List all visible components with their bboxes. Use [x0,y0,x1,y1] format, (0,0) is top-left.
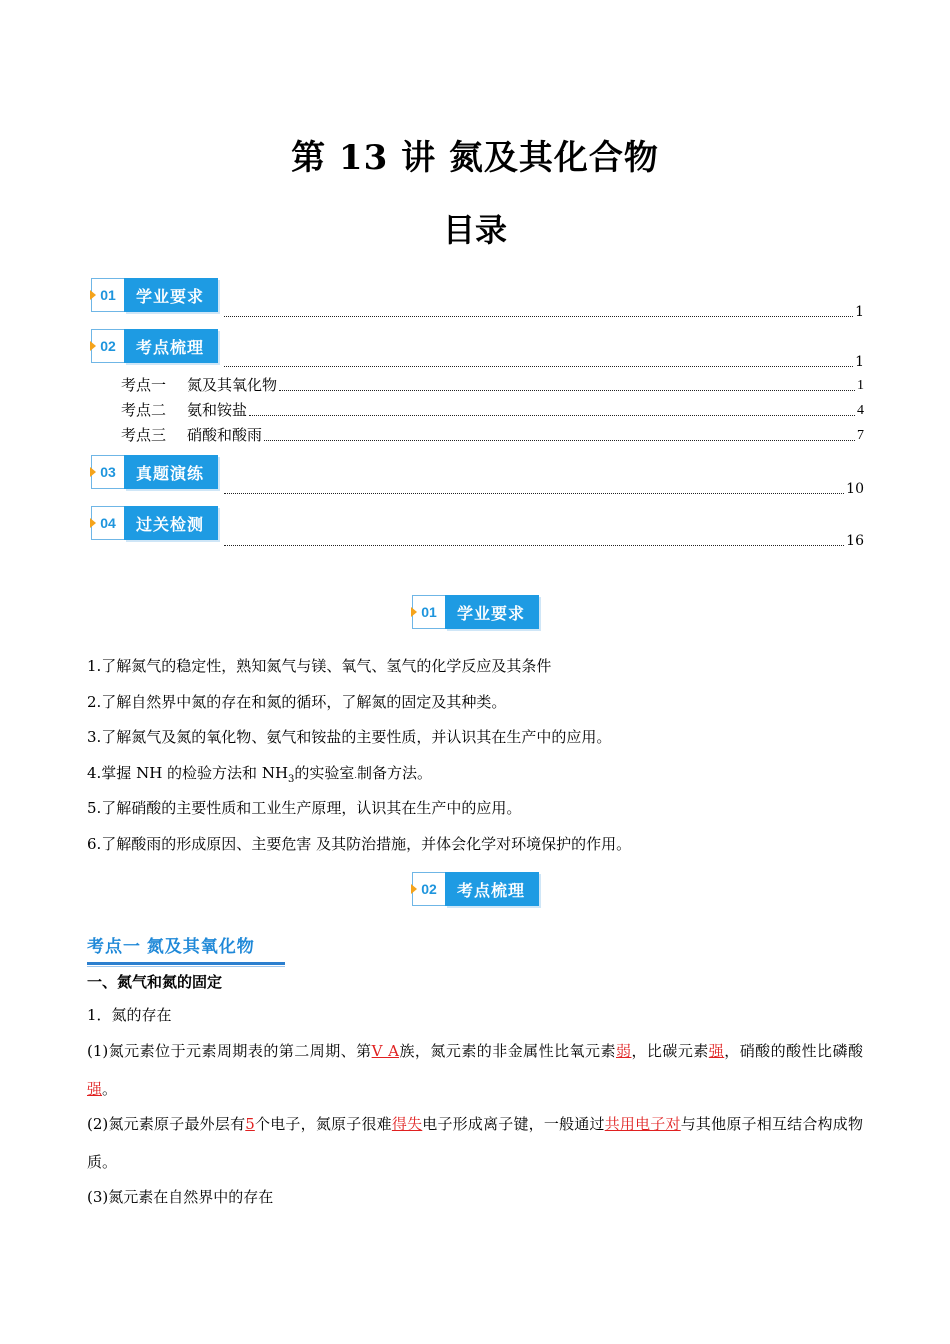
heading-underline [87,962,285,965]
badge-number: 01 [412,595,445,629]
requirement-1: 1.了解氮气的稳定性，熟知氮气与镁、氧气、氢气的化学反应及其条件 [87,657,552,675]
requirement-3: 3.了解氮气及氮的氧化物、氨气和铵盐的主要性质，并认识其在生产中的应用。 [87,728,612,746]
toc-badge-2[interactable] [91,329,218,363]
toc-sub-title: 氨和铵盐 [187,402,248,419]
toc-sub-key: 考点一 [121,377,167,394]
toc-page-number: 1 [857,378,864,393]
answer-blank: 弱 [615,1042,632,1060]
toc-page-number: 16 [846,533,864,549]
toc-line-2[interactable] [222,354,864,370]
paragraph-1 [87,1032,863,1108]
text: 电子形成离子键，一般通过 [422,1115,605,1133]
requirement-5: 5.了解硝酸的主要性质和工业生产原理，认识其在生产中的应用。 [87,799,522,817]
toc-subitem-3[interactable] [121,427,864,445]
text: 与其他原子相互结合构成物质。 [87,1115,863,1171]
text: (2)氮元素原子最外层有 [87,1115,246,1133]
answer-blank: 共用电子对 [604,1115,681,1133]
requirement-4-text-a: 4.掌握 NH 的检验方法和 NH [87,764,289,782]
requirement-6: 6.了解酸雨的形成原因、主要危害 及其防治措施，并体会化学对环境保护的作用。 [87,835,632,853]
badge-number: 03 [91,455,124,489]
answer-blank: Ⅴ A [371,1042,399,1060]
dot-leader [224,544,844,546]
toc-line-1[interactable] [222,304,864,320]
toc-badge-4[interactable] [91,506,218,540]
badge-label: 考点梳理 [445,872,539,906]
section-badge-requirements [412,595,539,629]
toc-page-number: 1 [855,304,864,320]
toc-sub-title: 氮及其氧化物 [187,377,278,394]
dot-leader [279,389,855,391]
badge-number: 02 [91,329,124,363]
badge-label: 过关检测 [124,506,218,540]
toc-page-number: 7 [857,428,864,443]
answer-blank: 强 [708,1042,725,1060]
page-title: 第 13 讲 氮及其化合物 [291,138,659,178]
toc-page-number: 4 [857,403,864,418]
toc-subitem-1[interactable] [121,377,864,395]
answer-blank: 强 [87,1080,103,1098]
toc-page-number: 1 [855,354,864,370]
answer-blank: 得失 [391,1115,423,1133]
text: (1)氮元素位于元素周期表的第二周期、第 [87,1042,372,1060]
paragraph-intro: 1．氮的存在 [87,1006,172,1024]
small-dot: . [354,771,357,780]
text: ，硝酸的酸性比磷酸 [724,1042,863,1060]
paragraph-3: (3)氮元素在自然界中的存在 [87,1188,274,1206]
subscript: 3 [288,774,295,785]
badge-label: 考点梳理 [124,329,218,363]
subsection-heading: 一、氮气和氮的固定 [87,974,223,991]
answer-blank: 5 [245,1115,255,1133]
badge-number: 01 [91,278,124,312]
toc-sub-key: 考点二 [121,402,167,419]
toc-title: 目录 [442,211,507,249]
badge-label: 学业要求 [124,278,218,312]
toc-page-number: 10 [846,481,864,497]
dot-leader [224,315,853,317]
badge-number: 02 [412,872,445,906]
toc-line-4[interactable] [222,533,864,549]
badge-label: 学业要求 [445,595,539,629]
badge-label: 真题演练 [124,455,218,489]
toc-badge-3[interactable] [91,455,218,489]
badge-number: 04 [91,506,124,540]
heading-underline-light [87,966,285,967]
dot-leader [224,492,844,494]
text: 个电子，氮原子很难 [254,1115,392,1133]
dot-leader [249,414,855,416]
dot-leader [264,439,855,441]
requirement-4-text-b: 的实验室 [294,764,355,782]
paragraph-2 [87,1105,863,1181]
section-badge-keypoints [412,872,539,906]
requirement-4-text-c: 制备方法。 [356,764,432,782]
requirement-4 [87,764,432,789]
text: 。 [102,1080,118,1098]
toc-sub-title: 硝酸和酸雨 [187,427,263,444]
text: ，比碳元素 [631,1042,709,1060]
dot-leader [224,365,853,367]
toc-line-3[interactable] [222,481,864,497]
toc-subitem-2[interactable] [121,402,864,420]
requirement-2: 2.了解自然界中氮的存在和氮的循环，了解氮的固定及其种类。 [87,693,507,711]
toc-badge-1[interactable] [91,278,218,312]
text: 族，氮元素的非金属性比氧元素 [399,1042,616,1060]
toc-sub-key: 考点三 [121,427,167,444]
section-heading: 考点一 氮及其氧化物 [87,937,255,956]
